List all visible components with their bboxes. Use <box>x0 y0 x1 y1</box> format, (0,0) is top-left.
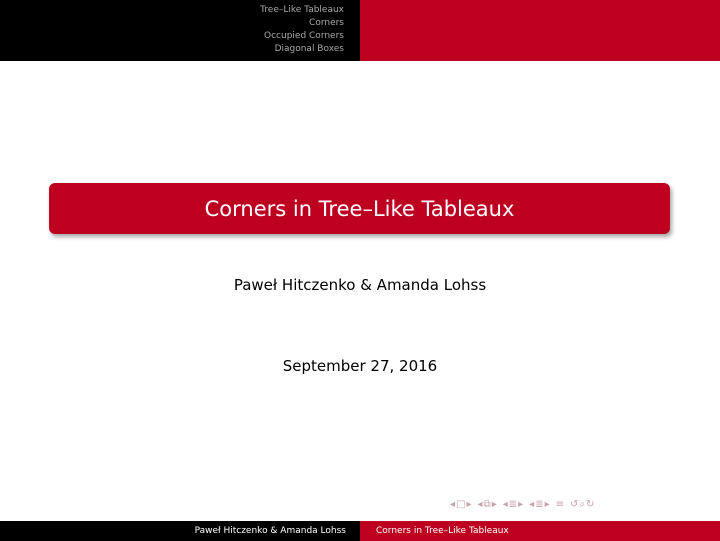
arrow-right-icon[interactable]: ▸ <box>491 499 497 510</box>
header-accent-panel <box>360 0 720 61</box>
appendix-icon[interactable]: ≡ <box>555 499 565 510</box>
footer-title: Corners in Tree–Like Tableaux <box>360 521 720 541</box>
footer-bar <box>0 521 720 541</box>
section-icon[interactable]: ≣ <box>535 499 544 510</box>
nav-appendix-group[interactable] <box>556 500 564 510</box>
subsection-icon[interactable]: ≣ <box>508 499 518 510</box>
nav-section-corners[interactable]: Corners <box>309 18 344 28</box>
nav-subsection-group[interactable] <box>503 500 523 510</box>
forward-icon[interactable]: ↻ <box>586 499 595 510</box>
arrow-right-icon[interactable]: ▸ <box>518 499 524 510</box>
title-block <box>49 183 670 234</box>
slide-date: September 27, 2016 <box>282 357 438 375</box>
section-navigation <box>260 4 344 56</box>
nav-frame-group[interactable] <box>478 500 497 510</box>
search-icon[interactable]: ⌕ <box>579 499 586 510</box>
slide-icon[interactable]: □ <box>456 499 466 510</box>
header-bar <box>0 0 720 61</box>
arrow-left-icon[interactable]: ◂ <box>450 499 456 510</box>
arrow-left-icon[interactable]: ◂ <box>477 499 483 510</box>
arrow-right-icon[interactable]: ▸ <box>544 499 550 510</box>
nav-section-group[interactable] <box>529 500 549 510</box>
nav-section-tree-like-tableaux[interactable]: Tree–Like Tableaux <box>260 5 344 15</box>
slide-title: Corners in Tree–Like Tableaux <box>204 196 515 221</box>
nav-search-group[interactable] <box>570 500 594 510</box>
slide-author: Paweł Hitczenko & Amanda Lohss <box>233 276 487 294</box>
arrow-left-icon[interactable]: ◂ <box>529 499 535 510</box>
arrow-right-icon[interactable]: ▸ <box>466 499 472 510</box>
footer-author: Paweł Hitczenko & Amanda Lohss <box>0 521 360 541</box>
arrow-left-icon[interactable]: ◂ <box>502 499 508 510</box>
nav-slide-group[interactable] <box>450 500 472 510</box>
navigation-symbols <box>450 500 594 510</box>
header-sections-panel <box>0 0 360 61</box>
nav-section-diagonal-boxes[interactable]: Diagonal Boxes <box>274 44 344 54</box>
nav-section-occupied-corners[interactable]: Occupied Corners <box>264 31 344 41</box>
back-icon[interactable]: ↺ <box>570 499 579 510</box>
frame-icon[interactable]: ⧉ <box>483 499 491 510</box>
